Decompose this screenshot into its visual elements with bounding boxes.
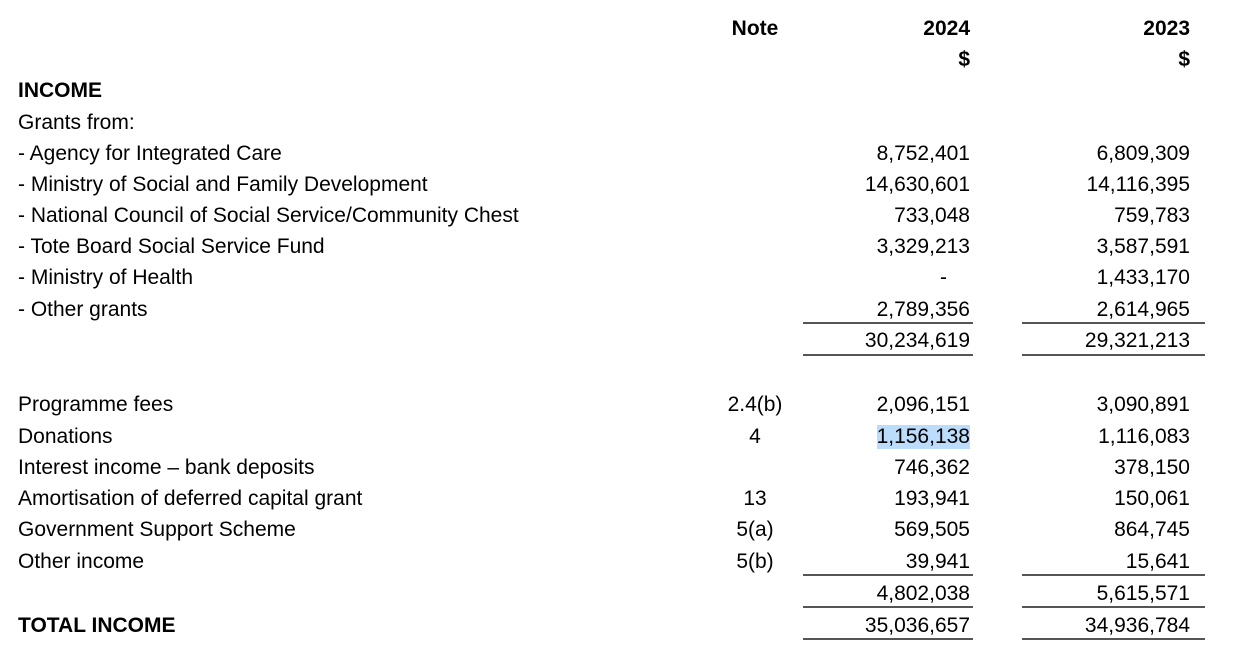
table-row xyxy=(0,425,1249,456)
note-ref: 2.4(b) xyxy=(727,393,783,416)
table-row xyxy=(0,298,1249,329)
table-row xyxy=(0,456,1249,487)
table-row xyxy=(0,204,1249,235)
value-2023: 150,061 xyxy=(1114,487,1190,510)
year-2023-header: 2023 xyxy=(1143,17,1190,40)
section-title: INCOME xyxy=(18,79,102,102)
underline-2023 xyxy=(1022,606,1205,608)
value-2024: 14,630,601 xyxy=(864,173,970,196)
underline-2024 xyxy=(803,354,973,356)
row-label: Amortisation of deferred capital grant xyxy=(18,487,363,510)
table-row xyxy=(0,173,1249,204)
value-2024: 39,941 xyxy=(905,550,970,573)
underline-2024 xyxy=(803,606,973,608)
value-2023: 14,116,395 xyxy=(1086,173,1190,196)
note-column-header: Note xyxy=(731,17,779,40)
row-label: Programme fees xyxy=(18,393,174,416)
currency-2023: $ xyxy=(1178,48,1190,71)
subtotal-2023: 29,321,213 xyxy=(1084,329,1190,352)
underline-2023 xyxy=(1022,638,1205,640)
currency-2024: $ xyxy=(958,48,970,71)
table-row xyxy=(0,550,1249,581)
grants-label-row xyxy=(0,111,1249,142)
underline-2023 xyxy=(1022,354,1205,356)
row-label: - Agency for Integrated Care xyxy=(18,142,282,165)
value-2023: 15,641 xyxy=(1125,550,1190,573)
table-row xyxy=(0,487,1249,518)
value-2023: 3,090,891 xyxy=(1096,393,1190,416)
value-2023: 864,745 xyxy=(1114,518,1190,541)
note-ref: 4 xyxy=(749,425,761,448)
table-row xyxy=(0,393,1249,424)
row-label: - Ministry of Social and Family Development xyxy=(18,173,428,196)
underline-2024 xyxy=(803,574,973,576)
year-2024-header: 2024 xyxy=(923,17,970,40)
note-ref: 5(a) xyxy=(736,518,774,541)
value-2023: 2,614,965 xyxy=(1096,298,1190,321)
row-label: Government Support Scheme xyxy=(18,518,296,541)
value-2024: 2,789,356 xyxy=(876,298,970,321)
underline-2024 xyxy=(803,322,973,324)
row-label: - National Council of Social Service/Community Chest xyxy=(18,204,519,227)
row-label: - Other grants xyxy=(18,298,148,321)
value-2024: 3,329,213 xyxy=(876,235,970,258)
section-title-row xyxy=(0,79,1249,110)
total-label: TOTAL INCOME xyxy=(18,614,176,637)
row-label: Interest income – bank deposits xyxy=(18,456,315,479)
value-2023: 378,150 xyxy=(1114,456,1190,479)
value-2023: 1,433,170 xyxy=(1096,266,1190,289)
value-2024: - xyxy=(940,266,947,289)
row-label: - Ministry of Health xyxy=(18,266,194,289)
row-label: - Tote Board Social Service Fund xyxy=(18,235,325,258)
row-label: Donations xyxy=(18,425,113,448)
table-row xyxy=(0,142,1249,173)
total-2024: 35,036,657 xyxy=(864,614,970,637)
subtotal-2023: 5,615,571 xyxy=(1096,582,1190,605)
total-row xyxy=(0,614,1249,645)
value-2024: 8,752,401 xyxy=(876,142,970,165)
note-ref: 5(b) xyxy=(736,550,774,573)
underline-2023 xyxy=(1022,574,1205,576)
value-2024: 569,505 xyxy=(894,518,970,541)
value-2024: 193,941 xyxy=(894,487,970,510)
value-2024: 733,048 xyxy=(894,204,970,227)
other-subtotal-row xyxy=(0,582,1249,613)
value-2023: 6,809,309 xyxy=(1096,142,1190,165)
value-2023: 3,587,591 xyxy=(1096,235,1190,258)
table-row xyxy=(0,518,1249,549)
value-2023: 1,116,083 xyxy=(1098,425,1190,448)
underline-2024 xyxy=(803,638,973,640)
total-2023: 34,936,784 xyxy=(1084,614,1190,637)
row-label: Other income xyxy=(18,550,145,573)
subtotal-2024: 4,802,038 xyxy=(876,582,970,605)
subtotal-2024: 30,234,619 xyxy=(864,329,970,352)
table-row xyxy=(0,235,1249,266)
underline-2023 xyxy=(1022,322,1205,324)
value-2024-highlighted[interactable]: 1,156,138 xyxy=(876,425,970,448)
header-row xyxy=(0,17,1249,48)
table-row xyxy=(0,266,1249,297)
value-2023: 759,783 xyxy=(1114,204,1190,227)
note-ref: 13 xyxy=(743,487,767,510)
value-2024: 746,362 xyxy=(894,456,970,479)
currency-row xyxy=(0,48,1249,79)
grants-label: Grants from: xyxy=(18,111,135,134)
value-2024: 2,096,151 xyxy=(876,393,970,416)
